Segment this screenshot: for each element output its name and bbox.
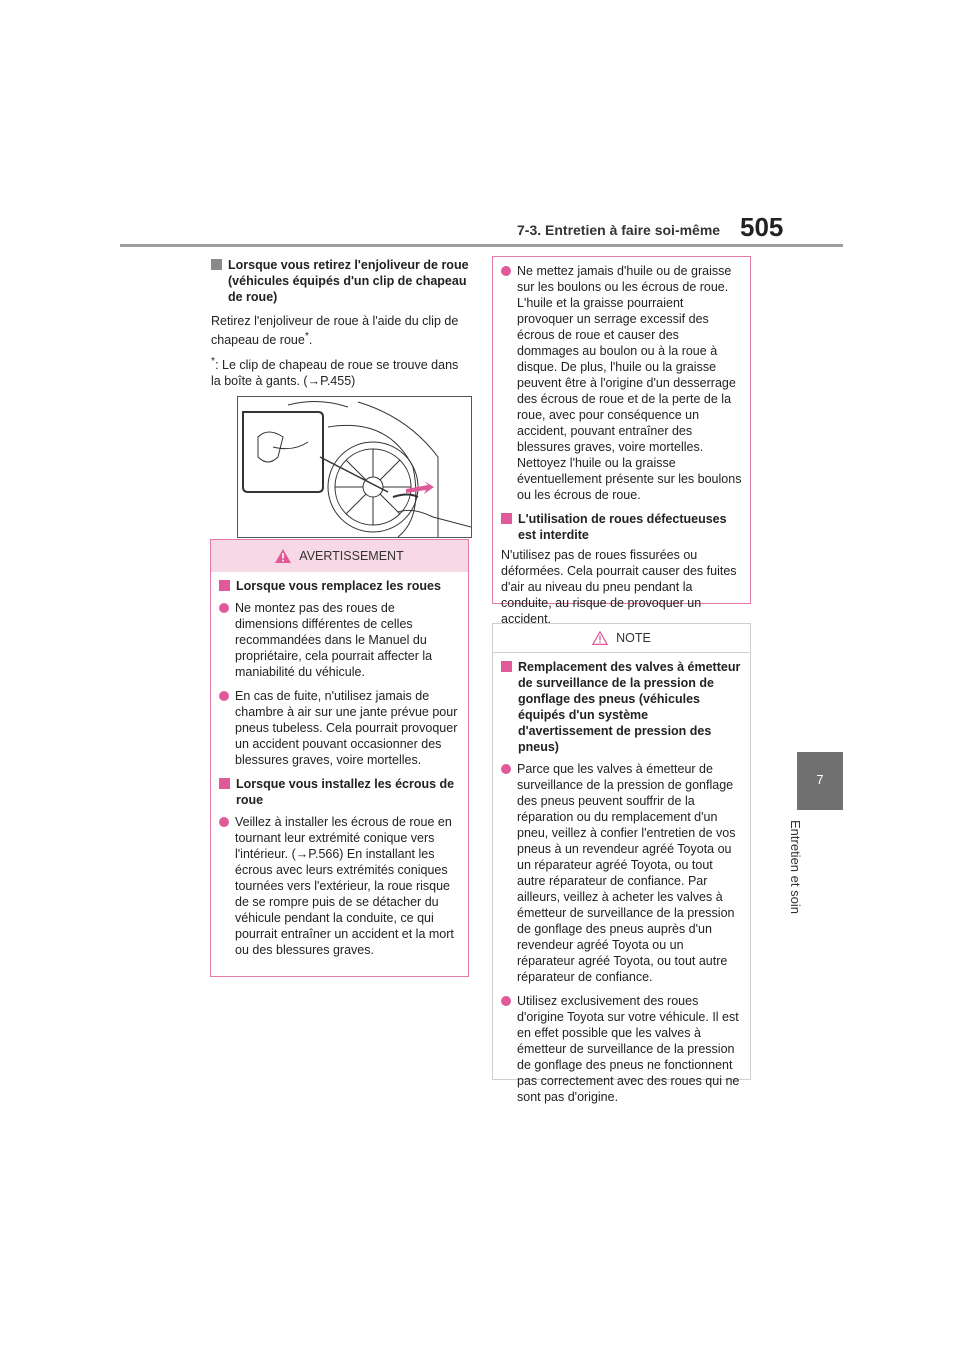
warning-heading <box>501 511 742 543</box>
warning-continuation-box <box>492 256 751 626</box>
chapter-label: Entretien et soin <box>788 820 803 914</box>
square-bullet-icon <box>219 778 230 789</box>
warning-title: AVERTISSEMENT <box>299 549 404 563</box>
footnote-ref: * <box>304 331 309 342</box>
list-item <box>501 993 742 1105</box>
list-item-text: Utilisez exclusivement des roues d'origine Toyota sur votre véhicule. Il est en effet possible que les valves à émetteur de surveillance de la pression de gonflage des pneus ne fonctionnent pas correctement avec des roues qui ne sont pas d'origine. <box>517 994 740 1104</box>
intro-heading-row <box>211 257 471 305</box>
note-heading <box>501 659 742 755</box>
list-item <box>501 263 742 503</box>
list-item <box>501 761 742 985</box>
chapter-number: 7 <box>816 772 824 787</box>
list-item <box>219 688 460 768</box>
list-item-text: Veillez à installer les écrous de roue en tournant leur extrémité conique vers l'intérieur. (→P.566) En installant les écrous avec leurs extrémités coniques tournées vers l'extérieur, la roue risque de se rompre puis de se détacher du véhicule pendant la conduite, ce qui pourrait entraîner un accident et la mort ou des blessures graves. <box>235 815 454 957</box>
round-bullet-icon <box>501 764 511 774</box>
list-item-text: Parce que les valves à émetteur de surveillance de la pression de gonflage des pneus peuvent souffrir de la réparation ou du remplacement d'un pneu, veillez à confier l'entretien de vos pneus à un revendeur agréé Toyota ou un réparateur agréé Toyota, ou tout autre réparateur de confiance. Par ailleurs, veillez à acheter les valves à émetteur de surveillance de la pression de gonflage des pneus auprès d'un revendeur agréé Toyota ou un réparateur agréé Toyota, ou tout autre réparateur de confiance. <box>517 762 736 984</box>
round-bullet-icon <box>219 691 229 701</box>
warning-heading-text: L'utilisation de roues défectueuses est interdite <box>518 512 727 542</box>
wheel-cover-illustration <box>237 396 472 538</box>
warning-heading-text: Lorsque vous remplacez les roues <box>236 579 441 593</box>
chapter-tab <box>797 752 843 810</box>
round-bullet-icon <box>219 817 229 827</box>
round-bullet-icon <box>501 996 511 1006</box>
square-bullet-icon <box>501 661 512 672</box>
note-title: NOTE <box>616 631 651 645</box>
intro-paragraph-text: Retirez l'enjoliveur de roue à l'aide du clip de chapeau de roue <box>211 314 459 348</box>
list-item-text: Ne mettez jamais d'huile ou de graisse sur les boulons ou les écrous de roue. L'huile et la graisse pourraient provoquer un serrage excessif des écrous de roue et causer des dommages au boulon ou à la roue à disque. De plus, l'huile ou la graisse peuvent être à l'origine d'un desserrage des écrous de roue et de la perte de la roue, avec pour conséquence un accident, pouvant entraîner des blessures graves, voire mortelles. Nettoyez l'huile ou la graisse éventuellement présente sur les boulons ou les écrous de roue. <box>517 264 742 502</box>
note-box <box>492 623 751 1104</box>
warning-header <box>211 540 468 572</box>
note-body <box>493 653 750 1105</box>
footnote <box>211 354 471 389</box>
footnote-text: : Le clip de chapeau de roue se trouve dans la boîte à gants. (→P.455) <box>211 358 459 389</box>
warning-triangle-icon <box>275 549 291 563</box>
caution-triangle-icon <box>592 631 608 645</box>
square-bullet-icon <box>501 513 512 524</box>
square-bullet-icon <box>211 259 222 270</box>
footnote-mark: * <box>211 356 216 368</box>
list-item-text: En cas de fuite, n'utilisez jamais de chambre à air sur une jante prévue pour pneus tubeless. Cela pourrait provoquer un accident pouvant occasionner des blessures graves, voire mortelles. <box>235 689 458 767</box>
header-rule <box>120 244 843 247</box>
intro-heading: Lorsque vous retirez l'enjoliveur de roue (véhicules équipés d'un clip de chapeau de roue) <box>228 258 469 304</box>
note-heading-text: Remplacement des valves à émetteur de surveillance de la pression de gonflage des pneus (véhicules équipés d'un système d'avertissement de pression des pneus) <box>518 660 741 754</box>
round-bullet-icon <box>501 266 511 276</box>
square-bullet-icon <box>219 580 230 591</box>
intro-paragraph-end: . <box>308 333 313 348</box>
warning-heading-2 <box>219 776 460 808</box>
list-item <box>219 600 460 680</box>
warning-heading-1 <box>219 578 460 594</box>
warning-body <box>211 572 468 958</box>
intro-paragraph <box>211 313 471 348</box>
warning-box <box>210 539 469 977</box>
round-bullet-icon <box>219 603 229 613</box>
warning-paragraph: N'utilisez pas de roues fissurées ou déformées. Cela pourrait causer des fuites d'air au niveau du pneu pendant la conduite, au risque de provoquer un accident. <box>501 548 737 626</box>
list-item <box>219 814 460 958</box>
note-header <box>493 624 750 653</box>
intro-section <box>211 257 471 389</box>
list-item-text: Ne montez pas des roues de dimensions différentes de celles recommandées dans le Manuel du propriétaire, cela pourrait affecter la maniabilité du véhicule. <box>235 601 433 679</box>
wheel-cover-removal-drawing <box>238 397 471 537</box>
section-title: 7-3. Entretien à faire soi-même <box>517 222 721 238</box>
warning-heading-text: Lorsque vous installez les écrous de roue <box>236 777 455 807</box>
page-number: 505 <box>740 212 784 242</box>
